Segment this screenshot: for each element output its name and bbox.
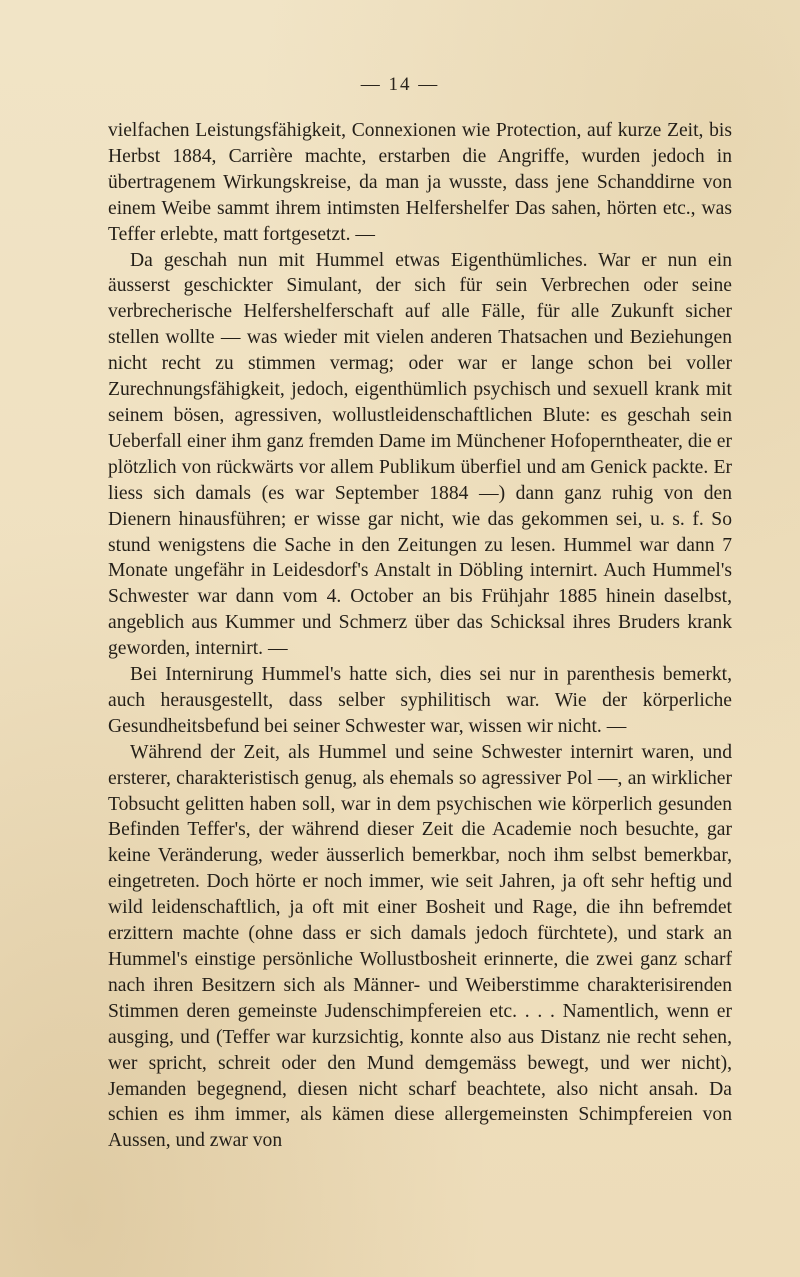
paragraph-1: vielfachen Leistungsfähigkeit, Connexionen wie Protection, auf kurze Zeit, bis Herbst 1884, Carrière machte, erstarben die Angriffe, wurden jedoch in übertragenem Wirkungskreise, da man ja wusste, dass jene Schanddirne von einem Weibe sammt ihrem intimsten Helfershelfer Das sahen, hörten etc., was Teffer erlebte, matt fortgesetzt. — xyxy=(108,120,732,245)
body-text xyxy=(108,118,732,1154)
page-number: — 14 — xyxy=(360,74,440,95)
paragraph-3: Bei Internirung Hummel's hatte sich, dies sei nur in parenthesis bemerkt, auch herausgestellt, dass selber syphilitisch war. Wie der körperliche Gesundheitsbefund bei seiner Schwester war, wissen wir nicht. — xyxy=(108,664,732,737)
paragraph-4: Während der Zeit, als Hummel und seine Schwester internirt waren, und ersterer, charakteristisch genug, als ehemals so agressiver Pol —, an wirklicher Tobsucht gelitten haben soll, war in dem psychischen wie körperlich gesunden Befinden Teffer's, der während dieser Zeit die Academie noch besuchte, gar keine Veränderung, weder äusserlich bemerkbar, noch ihm selbst bemerkbar, eingetreten. Doch hörte er noch immer, wie seit Jahren, ja oft sehr heftig und wild leidenschaftlich, ja oft mit einer Bosheit und Rage, die ihn befremdet erzittern machte (ohne dass er sich damals jedoch fürchtete), und stark an Hummel's einstige persönliche Wollustbosheit erinnerte, die zwei ganz scharf nach ihren Besitzern sich als Männer- und Weiberstimme charakterisirenden Stimmen deren gemeinste Judenschimpfereien etc. . . . Namentlich, wenn er ausging, und (Teffer war kurzsichtig, konnte also aus Distanz nie recht sehen, wer spricht, schreit oder den Mund demgemäss bewegt, und wer nicht), Jemanden begegnend, diesen nicht scharf beachtete, also nicht ansah. Da schien es ihm immer, als kämen diese allergemeinsten Schimpfereien von Aussen, und zwar von xyxy=(108,741,732,1152)
paragraph-2: Da geschah nun mit Hummel etwas Eigenthümliches. War er nun ein äusserst geschickter Simulant, der sich für sein Verbrechen oder seine verbrecherische Helfershelferschaft auf alle Fälle, für alle Zukunft sicher stellen wollte — was wieder mit vielen anderen Thatsachen und Beziehungen nicht recht zu stimmen vermag; oder war er lange schon bei voller Zurechnungsfähigkeit, jedoch, eigenthümlich psychisch und sexuell krank mit seinem bösen, agressiven, wollustleidenschaftlichen Blute: es geschah sein Ueberfall einer ihm ganz fremden Dame im Münchener Hofoperntheater, die er plötzlich von rückwärts vor allem Publikum überfiel und am Genick packte. Er liess sich damals (es war September 1884 —) dann ganz ruhig von den Dienern hinausführen; er wisse gar nicht, wie das gekommen sei, u. s. f. So stund wenigstens die Sache in den Zeitungen zu lesen. Hummel war dann 7 Monate ungefähr in Leidesdorf's Anstalt in Döbling internirt. Auch Hummel's Schwester war dann vom 4. October an bis Frühjahr 1885 hinein daselbst, angeblich aus Kummer und Schmerz über das Schicksal ihres Bruders krank geworden, internirt. — xyxy=(108,249,732,660)
